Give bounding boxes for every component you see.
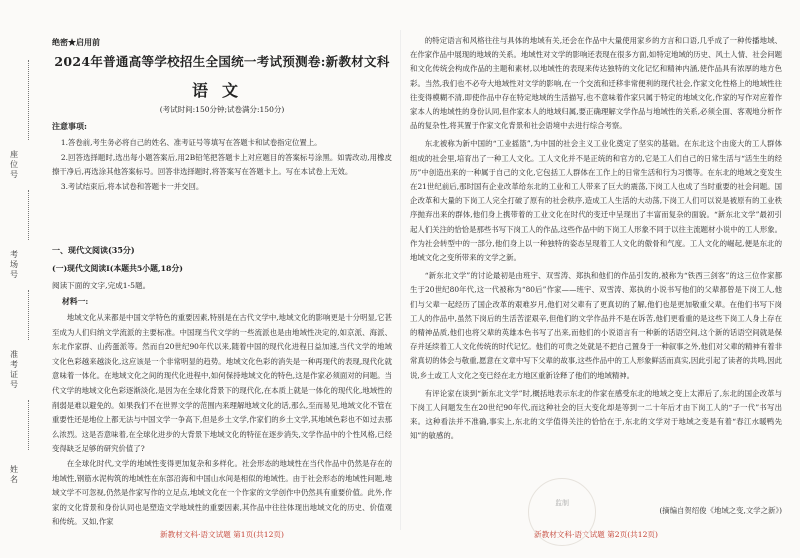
subsection-heading: (一)现代文阅读Ⅰ(本题共5小题,18分)	[52, 264, 183, 273]
instruction-text: 阅读下面的文字,完成1-5题。	[52, 281, 151, 290]
notes-item: 3.考试结束后,将本试卷和答题卡一并交回。	[60, 181, 204, 191]
binding-label-room: 考场号	[10, 250, 18, 279]
notes-list	[52, 136, 392, 194]
paragraph: 的特定语言和风格往往与具体的地域有关,还会在作品中大量使用家乡的方言和口语,几乎成了一种传播地域、在作家作品中展现的地域的关系。地域性对文学的影响还表现在很多方面,如特定地域的历史、风土人情、社会问题和文化传统会构成作品的主题和素材,以地域性的表现来传达独特的文化记忆和精神内涵,使作品具有浓厚的地方色彩。当然,我们也不必夸大地域性对文学的影响,在一个交流和迁移非常便利的现代社会,作家文化性格上的地域性往往变得模糊不清,即使作品中存在特定地域的生活描写,也不意味着作家只属于特定的地域文化,作家的写作对应着作家本人的地域性的身份认同,但作家本人的地域归属,要正确理解文学作品与地域性的关系,必须全面、客观地分析作品的复杂性,将其置于作家文化背景和社会语境中去进行综合考察。	[410, 36, 782, 131]
column-divider	[400, 30, 401, 530]
exam-info: (考试时间:150分钟;试卷满分:150分)	[159, 105, 285, 114]
section-heading: 一、现代文阅读(35分)	[52, 245, 135, 255]
paragraph: “新东北文学”的讨论最初是由班宇、双雪涛、郑执和他们的作品引发的,被称为“铁西三剑客”的这三位作家都生于20世纪80年代,这一代被称为“80后”作家——班宇、双雪涛、郑执的小说书写他们的父辈都曾是下岗工人,他们与父辈一起经历了国企改革的艰难岁月,他们对父辈有了更真切的了解,他们也是更加敬重父辈。在他们书写下岗工人的作品中,虽然下岗后的生活苦涩艰辛,但他们的文学作品并不是在诉苦,他们更看重的是这些下岗工人身上存在的精神品质,他们也将父辈的英雄本色书写了出来,而他们的小说语言有一种新的话语空间,这个新的话语空间就是保存并延续着工人文化传统的时代记忆。他们的可贵之处就是不把自己置身于一种叙事之外,他们对父辈的精神有着非常真切的体会与敬重,愿意在文章中写下父辈的故事,这些作品中的工人形象鲜活而真实,因此引起了读者的共鸣,因此说,乡土或工人文化之变已经在北方地区重新诠释了他们的地域精神。	[410, 271, 782, 380]
binding-line	[28, 400, 29, 450]
watermark-text: 监制	[555, 499, 569, 507]
paragraph: 地域文化从来都是中国文学特色的重要因素,特别是在古代文学中,地域文化的影响更是十分明显,它甚至成为人们归纳文学流派的主要标准。中国现当代文学的一些流派也是由地域性决定的,如京派、海派、东北作家群、山药蛋派等。然而自20世纪90年代以来,随着中国的现代化进程日益加速,当代文学的地域文化色彩越来越淡化,这应该是一个非常明显的趋势。地域文化色彩的消失是一种再现代的表现,现代化就意味着一体化。在地域文化之间的现代化进程中,如何保持地域文化的特色,这是作家必须面对的问题。当代文学的地域文化色彩逐渐淡化,是因为在全球化背景下的现代化,在本质上就是一体化的现代化,地域性的削弱是难以避免的。如果我们不在世界文学的范围内来理解地域文化的话,那么,至而易见,地域文化不管在重要性还是地位上都无法与中国文学一争高下,但是乡土文学,作家们的乡土文学,其地域色彩也不如过去那么浓烈。这是否意味着,在全球化进步的大背景下地域文化的特征在逐步消失,文学作品中的个性风格,已经变得缺乏足够的研究价值了?	[52, 313, 392, 454]
paragraph: 有评论家在谈到“新东北文学”时,概括地表示东北的作家在感受东北的地域之变上太滞后了,东北的国企改革与下岗工人问题发生在20世纪90年代,而这种社会的巨大变化却是等到一二十年后才由下岗工人的“子一代”书写出来。这种看法并不准确,事实上,东北的文学值得关注的恰恰在于,东北的文学对于地域之变是有着“春江水暖鸭先知”的敏感的。	[410, 388, 782, 441]
material-one-text	[52, 311, 392, 530]
paragraph: 在全球化时代,文学的地域性变得更加复杂和多样化。社会形态的地域性在当代作品中仍然是存在的地域性,钢筋水泥构筑的地域性在东部沿海和中国山水间是相似的地域性。由于社会形态的地域性问题,地域文学不可忽视,仍然是作家写作的立足点,地域文化在一个作家的文学创作中仍然具有重要价值。此外,作家的文化背景和身份认同也是塑造文学地域性的重要因素,其作品中往往体现出地域文化的历史、价值观和传统。又如,作家	[52, 458, 392, 527]
confidential-mark: 绝密★启用前	[52, 37, 100, 47]
binding-label-name: 姓名	[10, 465, 18, 484]
binding-label-seat: 座位号	[10, 150, 18, 179]
right-text	[410, 34, 782, 444]
notes-item: 2.回答选择题时,选出每小题答案后,用2B铅笔把答题卡上对应题目的答案标号涂黑。如需改动,用橡皮擦干净后,再选涂其他答案标号。回答非选择题时,将答案写在答题卡上。写在本试卷上无效。	[52, 152, 392, 177]
notes-heading: 注意事项:	[52, 121, 87, 131]
source-citation: (摘编自贺绍俊《地域之变,文学之新》)	[659, 506, 782, 515]
binding-line	[28, 190, 29, 240]
binding-label-id: 准考证号	[10, 350, 18, 389]
paragraph: 东北被称为新中国的“工业摇篮”,为中国的社会主义工业化奠定了坚实的基础。在东北这个由庞大的工人群体组成的社会里,培育出了一种工人文化。工人文化并不是正统的和官方的,它是工人们自己的日常生活与“活生生的经历”中创造出来的一种属于自己的文化,它包括工人群体在工作上的日常生活和行为习惯等。在东北的地域之变发生在21世纪前后,那时国有企业改革给东北的工业和工人带来了巨大的震荡,下岗工人也成了当时重要的社会问题。国企改革和大量的下岗工人完全打破了原有的社会秩序,造成工人生活的大动荡,下岗工人们可以说是被原有的工业秩序抛弃出来的群体,他们身上携带着的工业文化在时代的变迁中呈现出了丰富而复杂的面貌。“新东北文学”最初引起人们关注的恰恰是那些书写下岗工人的作品,这些作品中的下岗工人形象不同于以往主流题材小说中的工人形象。作为社会转型中的一部分,他们身上以一种独特的姿态呈现着工人文化的傲骨和气度。工人文化的崛起,便是东北的地域文化之变所带来的文学之新。	[410, 139, 782, 263]
binding-line	[28, 290, 29, 340]
notes-item: 1.答卷前,考生务必将自己的姓名、准考证号等填写在答题卡和试卷指定位置上。	[60, 138, 322, 147]
binding-line	[28, 60, 29, 140]
exam-title: 2024年普通高等学校招生全国统一考试预测卷:新教材文科	[54, 54, 390, 69]
binding-strip	[0, 0, 44, 558]
footer-right: 新教材文科·语文试题 第2页(共12页)	[534, 530, 658, 539]
subject-title: 语文	[191, 81, 252, 100]
footer-left: 新教材文科·语文试题 第1页(共12页)	[160, 530, 284, 539]
material-label: 材料一:	[62, 297, 89, 306]
